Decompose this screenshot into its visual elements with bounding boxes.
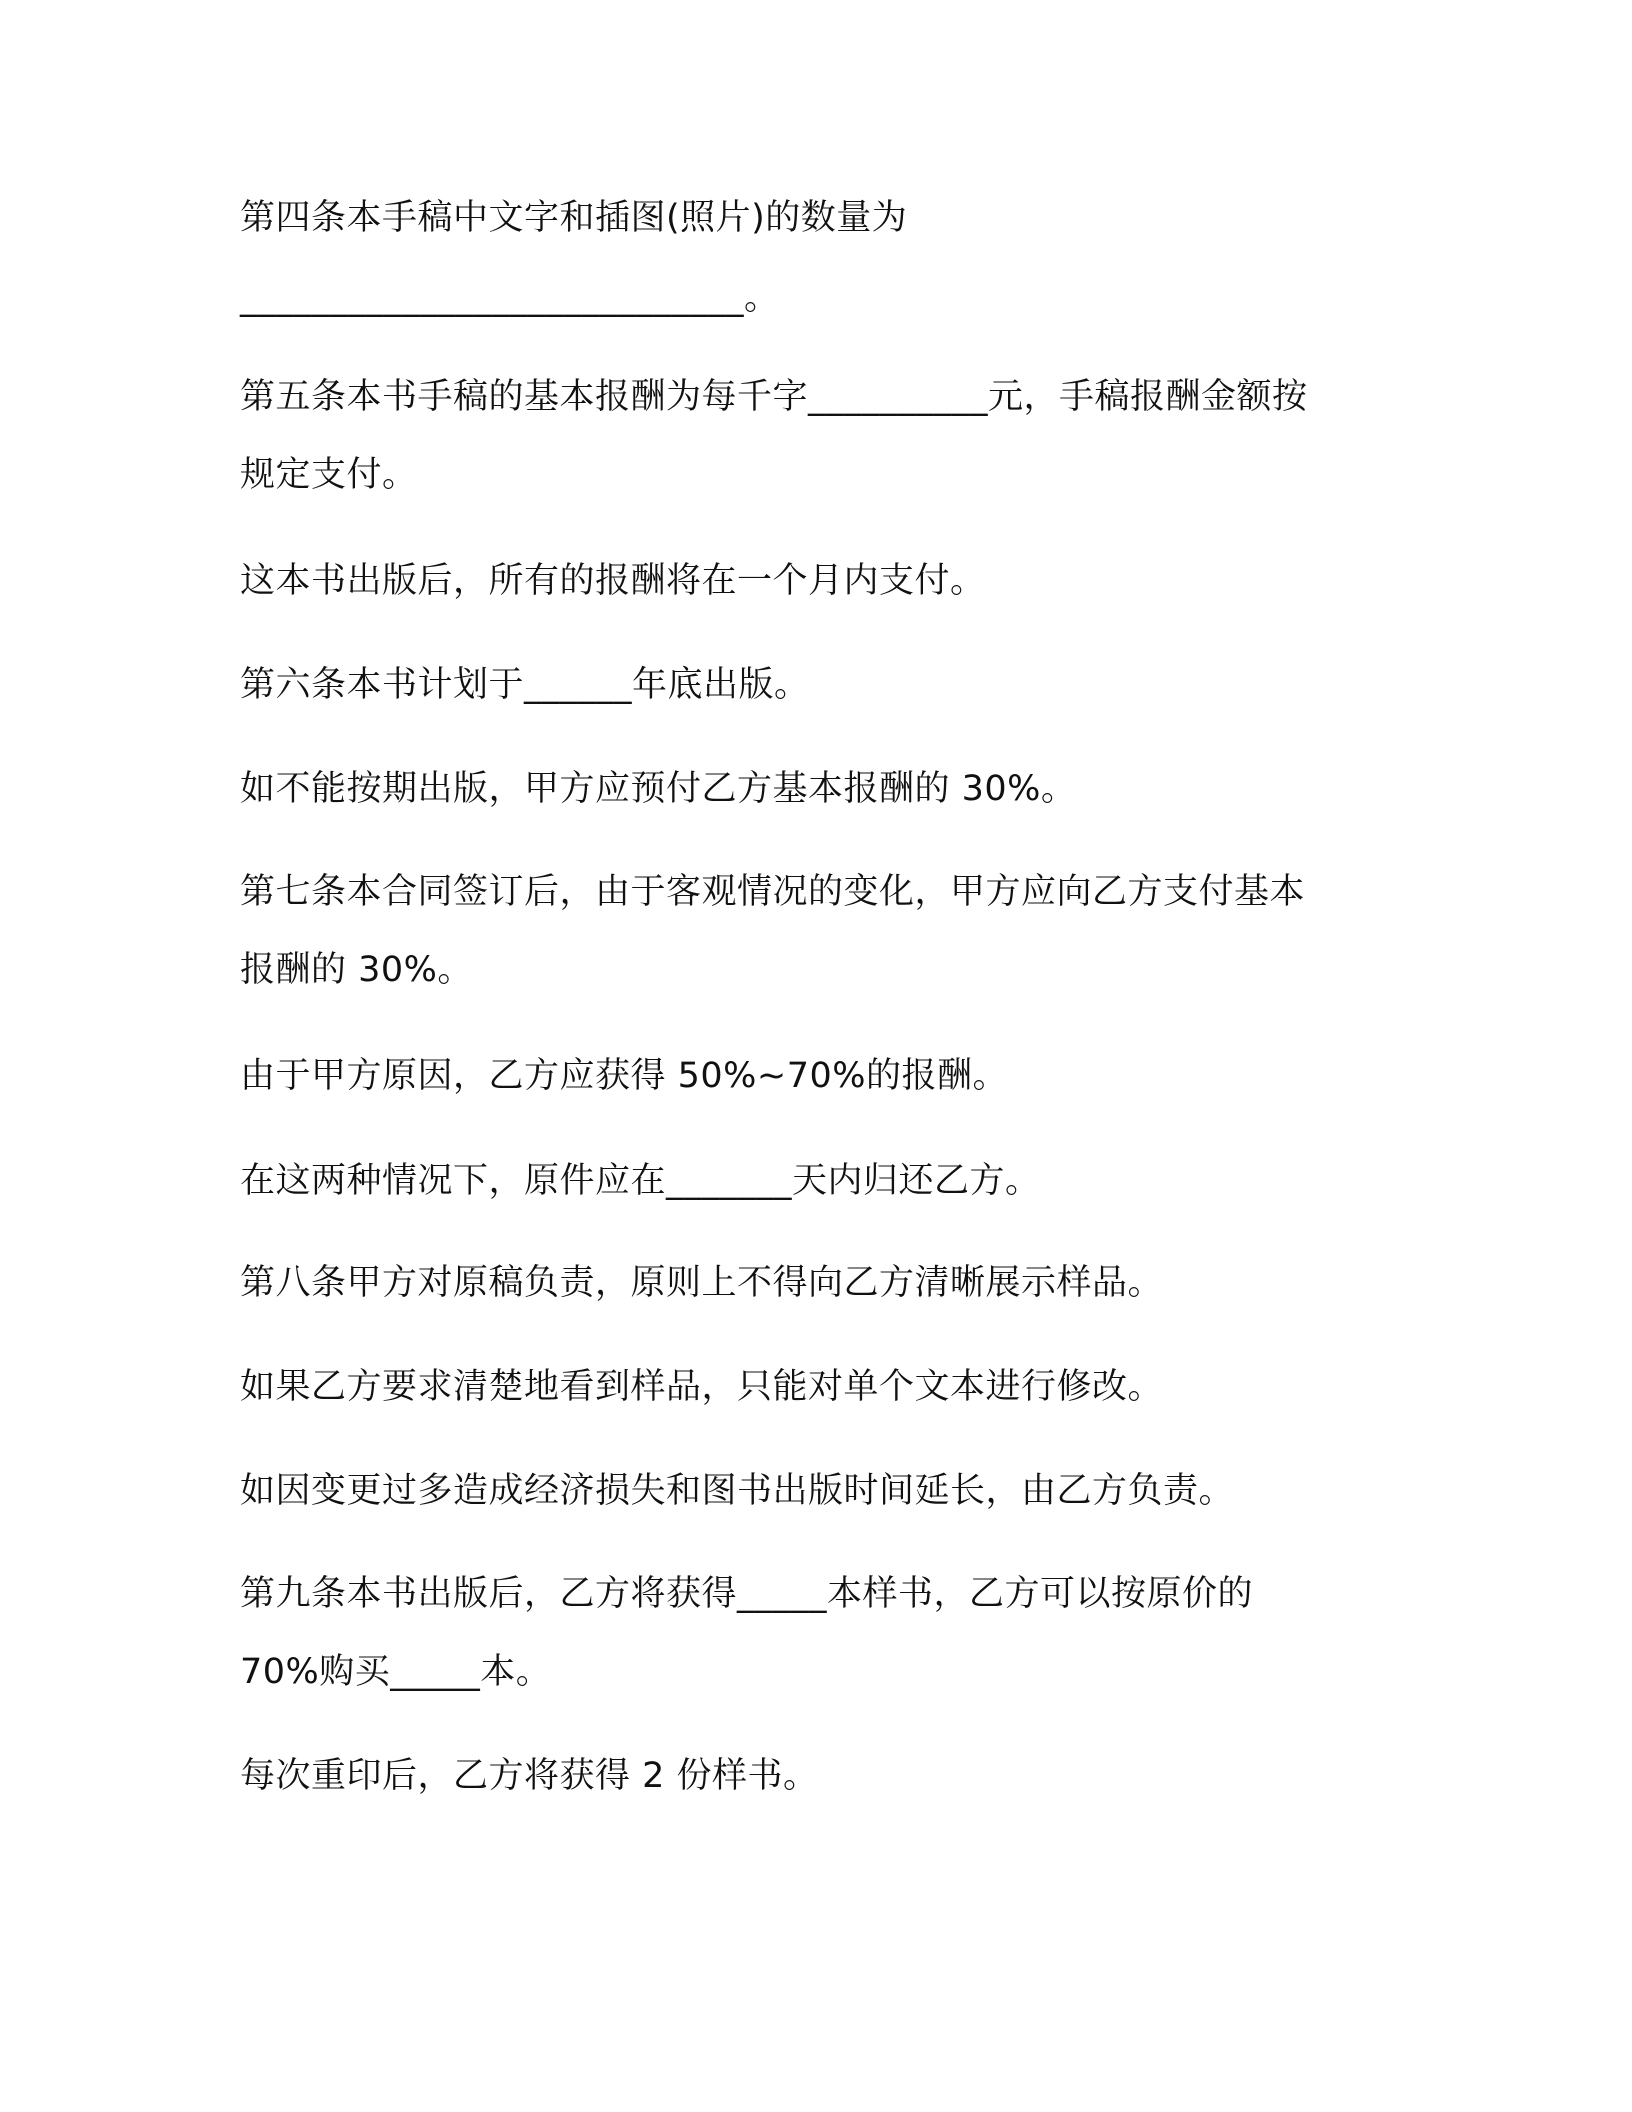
text-line-article-4-blank: ____________________________。 xyxy=(240,278,780,318)
text-line-article-7: 第七条本合同签订后，由于客观情况的变化，甲方应向乙方支付基本 xyxy=(240,872,1306,912)
text-line-article-6: 第六条本书计划于______年底出版。 xyxy=(240,665,810,705)
text-line-loss-responsibility: 如因变更过多造成经济损失和图书出版时间延长，由乙方负责。 xyxy=(240,1471,1235,1511)
text-line-party-a-reason: 由于甲方原因，乙方应获得 50%~70%的报酬。 xyxy=(240,1056,1009,1096)
text-line-sample-revision: 如果乙方要求清楚地看到样品，只能对单个文本进行修改。 xyxy=(240,1367,1164,1407)
text-line-payment: 这本书出版后，所有的报酬将在一个月内支付。 xyxy=(240,561,986,601)
text-line-reprint: 每次重印后，乙方将获得 2 份样书。 xyxy=(240,1756,819,1796)
text-line-article-9-cont: 70%购买_____本。 xyxy=(240,1652,552,1692)
text-line-delay: 如不能按期出版，甲方应预付乙方基本报酬的 30%。 xyxy=(240,769,1077,809)
text-line-return-original: 在这两种情况下，原件应在_______天内归还乙方。 xyxy=(240,1161,1041,1201)
text-line-article-7-cont: 报酬的 30%。 xyxy=(240,950,473,990)
text-line-article-4: 第四条本手稿中文字和插图(照片)的数量为 xyxy=(240,198,908,238)
text-line-article-5: 第五条本书手稿的基本报酬为每千字__________元，手稿报酬金额按 xyxy=(240,377,1308,417)
text-line-article-9: 第九条本书出版后，乙方将获得_____本样书，乙方可以按原价的 xyxy=(240,1574,1254,1614)
text-line-article-8: 第八条甲方对原稿负责，原则上不得向乙方清晰展示样品。 xyxy=(240,1263,1164,1303)
text-line-article-5-cont: 规定支付。 xyxy=(240,455,418,495)
